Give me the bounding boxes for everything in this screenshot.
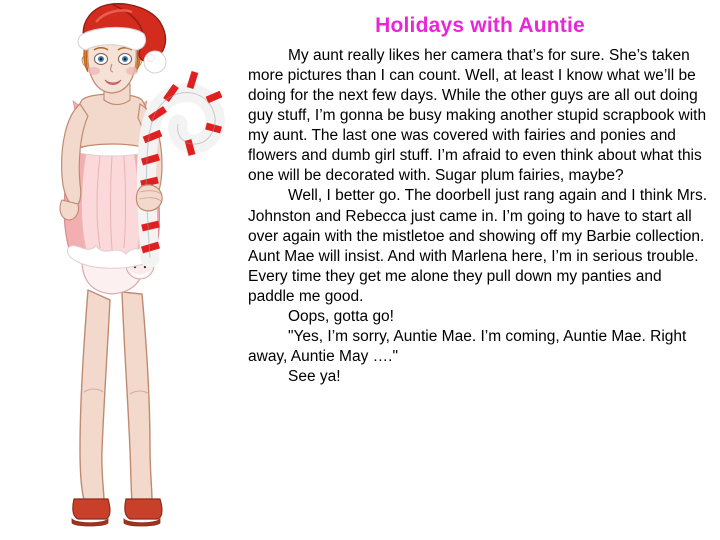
story-paragraph-1: My aunt really likes her camera that’s for sure. She’s taken more pictures than I can count. Well, at least I know what we’ll be doing for the next few days. While the other guys are all out doing guy stuff, I’m gonna be busy making another stupid scrapbook with my aunt. The last one was covered with fairies and ponies and flowers and dumb girl stuff. I’m afraid to even think about what this one will be decorated with. Sugar plum fairies, maybe? bbox=[248, 47, 707, 185]
story-paragraph-3: Oops, gotta go! bbox=[288, 307, 394, 325]
story-paragraph-4: "Yes, I’m sorry, Auntie Mae. I’m coming, Auntie Mae. Right away, Auntie May …." bbox=[248, 327, 687, 365]
right-hand-grip bbox=[136, 185, 162, 211]
shoes-group bbox=[72, 499, 162, 526]
legs-group bbox=[80, 290, 152, 500]
story-paragraph-2: Well, I better go. The doorbell just rang again and I think Mrs. Johnston and Rebecca just came in. I’m going to have to start all over again with the mistletoe and showing off my Barbie collection. Aunt Mae will insist. And with Marlena here, I’m in serious trouble. Every time they get me alone they pull down my panties and paddle me good. bbox=[248, 187, 708, 305]
page-title: Holidays with Auntie bbox=[375, 14, 585, 37]
illustration-figure bbox=[0, 0, 250, 540]
candy-cane bbox=[141, 72, 221, 258]
story-paragraph-5: See ya! bbox=[288, 368, 341, 385]
story-text-column bbox=[248, 14, 712, 526]
